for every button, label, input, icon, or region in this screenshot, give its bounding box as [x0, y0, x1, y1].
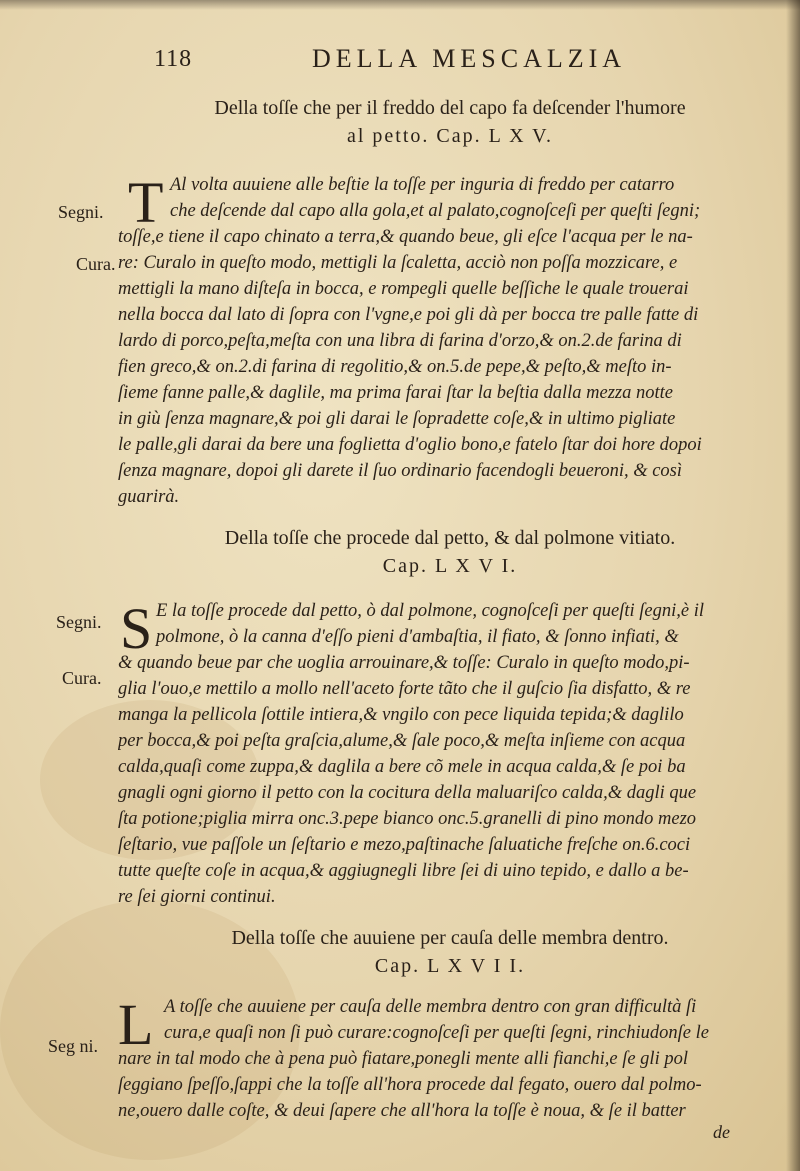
text-line: gnagli ogni giorno il petto con la cocitura della maluariſco calda,& dagli que	[118, 783, 697, 803]
chapter-title-66	[140, 524, 760, 580]
text-line: toſſe,e tiene il capo chinato a terra,& quando beue, gli eſce l'acqua per le na-	[118, 227, 693, 247]
text-line: lardo di porco,peſta,meſta con una libra di farina d'orzo,& on.2.de farina di	[118, 331, 682, 351]
margin-note-segni: Segni.	[58, 202, 104, 222]
text-line: & quando beue par che uoglia arrouinare,& toſſe: Curalo in queſto modo,pi-	[118, 653, 690, 673]
text-line: ne,ouero dalle coſte, & deui ſapere che all'hora la toſſe è noua, & ſe il batter	[118, 1101, 686, 1121]
chapter-body-66	[118, 598, 766, 910]
text-line: ſieme fanne palle,& daglile, ma prima farai ſtar la beſtia dalla mezza notte	[118, 383, 673, 403]
text-line: calda,quaſi come zuppa,& daglila a bere cõ mele in acqua calda,& ſe poi ba	[118, 757, 686, 777]
text-line: in giù ſenza magnare,& poi gli darai le ſopradette coſe,& in ultimo pigliate	[118, 409, 676, 429]
margin-note-cura: Cura.	[76, 254, 116, 274]
drop-cap: S	[120, 596, 153, 661]
text-line: manga la pellicola ſottile intiera,& vngilo con pece liquida tepida;& daglilo	[118, 705, 684, 725]
binding-shadow	[786, 0, 800, 1171]
page-number: 118	[154, 46, 193, 72]
chapter-title-67	[140, 924, 760, 980]
margin-note-segni: Seg ni.	[48, 1036, 99, 1056]
text-line: Al volta auuiene alle beſtie la toſſe per inguria di freddo per catarro	[170, 175, 675, 195]
text-line: cura,e quaſi non ſi può curare:cognoſceſi per queſti ſegni, rinchiudonſe le	[164, 1023, 709, 1043]
chapter-title-line: Della toſſe che auuiene per cauſa delle membra dentro.	[231, 927, 669, 949]
text-line: E la toſſe procede dal petto, ò dal polmone, cognoſceſi per queſti ſegni,è il	[156, 601, 705, 621]
text-line: ſeſtario, vue paſſole un ſeſtario e mezo,paſtinache ſaluatiche freſche on.6.coci	[118, 835, 691, 855]
chapter-title-65	[140, 94, 760, 150]
text-line: nella bocca dal lato di ſopra con l'vgne,e poi gli dà per bocca tre palle fatte di	[118, 305, 699, 325]
text-line: le palle,gli darai da bere una foglietta d'oglio bono,e fatelo ſtar doi hore dopoi	[118, 435, 702, 455]
text-line: fien greco,& on.2.di farina di regolitio,& on.5.de pepe,& peſto,& meſto in-	[118, 357, 672, 377]
text-line: per bocca,& poi peſta graſcia,alume,& ſale poco,& meſta inſieme con acqua	[118, 731, 686, 751]
page-edge-shadow	[0, 0, 800, 10]
chapter-body-67	[118, 994, 766, 1124]
chapter-body-65	[118, 172, 766, 510]
drop-cap: T	[128, 170, 164, 235]
text-line: ſeggiano ſpeſſo,ſappi che la toſſe all'hora procede dal fegato, ouero dal polmo-	[118, 1075, 702, 1095]
running-head: DELLA MESCALZIA	[312, 44, 627, 73]
margin-note-segni: Segni.	[56, 612, 102, 632]
text-line: nare in tal modo che à pena può fiatare,ponegli mente alli fianchi,e ſe gli pol	[118, 1049, 688, 1069]
text-line: polmone, ò la canna d'eſſo pieni d'ambaſtia, il fiato, & ſonno infiati, &	[156, 627, 679, 647]
page-header	[150, 40, 710, 80]
catchword: de	[713, 1122, 730, 1142]
chapter-title-line: Della toſſe che per il freddo del capo fa deſcender l'humore	[214, 97, 686, 119]
text-line: guarirà.	[118, 487, 180, 507]
text-line: re: Curalo in queſto modo, mettigli la ſcaletta, acciò non poſſa mozzicare, e	[118, 253, 678, 273]
chapter-title-line: Della toſſe che procede dal petto, & dal polmone vitiato.	[224, 527, 676, 549]
chapter-title-line: Cap. L X V I.	[382, 555, 518, 577]
text-line: glia l'ouo,e mettilo a mollo nell'aceto forte tãto che il guſcio ſia disfatto, & re	[118, 679, 691, 699]
text-line: mettigli la mano diſteſa in bocca, e rompegli quelle beſſiche le quale trouerai	[118, 279, 689, 299]
text-line: ſenza magnare, dopoi gli darete il ſuo ordinario facendogli beueroni, & così	[118, 461, 683, 481]
text-line: che deſcende dal capo alla gola,et al palato,cognoſceſi per queſti ſegni;	[170, 201, 701, 221]
text-line: tutte queſte coſe in acqua,& aggiugnegli libre ſei di uino tepido, e dallo a be-	[118, 861, 689, 881]
text-line: re ſei giorni continui.	[118, 887, 276, 907]
drop-cap: L	[118, 992, 154, 1057]
chapter-title-line: al petto. Cap. L X V.	[346, 125, 554, 147]
margin-note-cura: Cura.	[62, 668, 102, 688]
chapter-title-line: Cap. L X V I I.	[374, 955, 526, 977]
text-line: A toſſe che auuiene per cauſa delle membra dentro con gran difficultà ſi	[164, 997, 697, 1017]
text-line: ſta potione;piglia mirra onc.3.pepe bianco onc.5.granelli di pino mondo mezo	[118, 809, 697, 829]
